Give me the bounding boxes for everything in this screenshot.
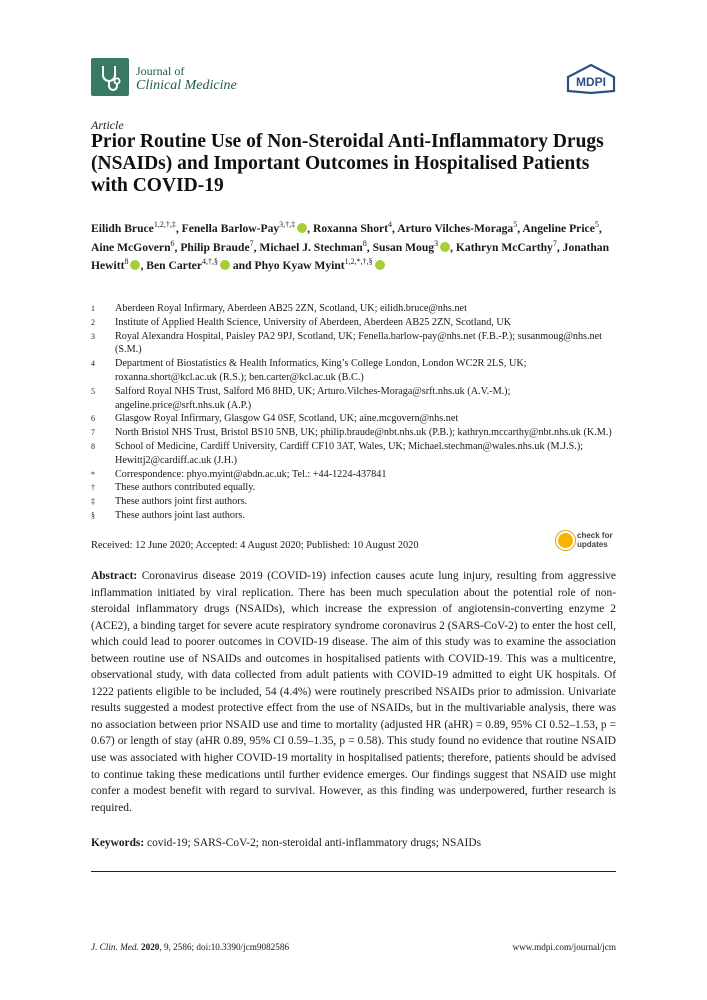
paper-title: Prior Routine Use of Non-Steroidal Anti-Inflammatory Drugs (NSAIDs) and Important Outcomes in Hospitalised Patients with COVID-19 — [91, 131, 604, 196]
orcid-icon[interactable] — [220, 260, 230, 270]
affiliation-number: 8 — [91, 441, 95, 451]
keywords — [91, 837, 616, 849]
affiliation-number: 2 — [91, 317, 95, 327]
publication-dates: Received: 12 June 2020; Accepted: 4 August 2020; Published: 10 August 2020 — [91, 540, 419, 551]
journal-name-line1: Journal of — [136, 64, 185, 78]
footer-journal-abbrev: J. Clin. Med. — [91, 942, 139, 952]
author-affiliation-marker: 6 — [170, 238, 175, 248]
affiliation-item — [91, 426, 621, 440]
affiliation-item — [91, 385, 621, 413]
affiliation-item — [91, 495, 621, 509]
author-name: Roxanna Short — [312, 222, 389, 235]
author-affiliation-marker: 3,†,‡ — [279, 220, 296, 230]
affiliation-item — [91, 468, 621, 482]
orcid-icon[interactable] — [297, 223, 307, 233]
orcid-icon[interactable] — [130, 260, 140, 270]
affiliation-item — [91, 316, 621, 330]
affiliation-number: 5 — [91, 386, 95, 396]
affiliation-text: Aberdeen Royal Infirmary, Aberdeen AB25 2ZN, Scotland, UK; eilidh.bruce@nhs.net — [115, 303, 467, 314]
section-divider — [91, 871, 616, 872]
affiliation-number: ‡ — [91, 497, 95, 507]
author-affiliation-marker: 8 — [362, 238, 367, 248]
footer-year: 2020 — [141, 942, 160, 952]
affiliation-number: 7 — [91, 428, 95, 438]
affiliation-text: Royal Alexandra Hospital, Paisley PA2 9PJ, Scotland, UK; Fenella.barlow-pay@nhs.net (F.B.-P.); susanmoug@nhs.net (S.M.) — [115, 330, 603, 356]
check-updates-icon — [556, 531, 575, 550]
affiliation-item — [91, 330, 621, 358]
author-affiliation-marker: 3 — [434, 238, 439, 248]
author-name: Ben Carter — [146, 259, 202, 273]
journal-name-line2: Clinical Medicine — [136, 78, 237, 93]
affiliation-text: Department of Biostatistics & Health Informatics, King’s College London, London WC2R 2LS, UK; roxanna.short@kcl.ac.uk (R.S.); ben.carter@kcl.ac.uk (B.C.) — [115, 358, 527, 383]
affiliation-item — [91, 412, 621, 426]
keywords-label: Keywords: — [91, 837, 145, 849]
article-type: Article — [91, 118, 124, 132]
affiliation-text: Salford Royal NHS Trust, Salford M6 8HD, UK; Arturo.Vilches-Moraga@srft.nhs.uk (A.V.-M.); angeline.price@srft.nhs.uk (A.P.) — [115, 385, 511, 411]
affiliation-text: Correspondence: phyo.myint@abdn.ac.uk; Tel.: +44-1224-437841 — [115, 468, 387, 480]
affiliation-item — [91, 440, 621, 468]
affiliation-number: † — [91, 483, 95, 493]
author-name: Phyo Kyaw Myint — [254, 259, 345, 273]
author-name: Michael J. Stechman — [259, 240, 363, 254]
author-affiliation-marker: 5 — [594, 220, 599, 230]
check-badge-line2: updates — [577, 540, 608, 549]
check-for-updates-badge[interactable] — [556, 530, 618, 552]
abstract — [91, 568, 616, 816]
check-badge-line1: check for — [577, 531, 613, 540]
affiliation-item — [91, 302, 621, 316]
affiliation-number: * — [91, 469, 95, 479]
affiliation-text: Glasgow Royal Infirmary, Glasgow G4 0SF, Scotland, UK; aine.mcgovern@nhs.net — [115, 413, 459, 425]
author-affiliation-marker: 7 — [249, 238, 254, 248]
footer-url[interactable]: www.mdpi.com/journal/jcm — [512, 942, 616, 952]
author-affiliation-marker: 4 — [388, 220, 393, 230]
keywords-text: covid-19; SARS-CoV-2; non-steroidal anti-inflammatory drugs; NSAIDs — [147, 837, 482, 849]
author-affiliation-marker: 1,2,†,‡ — [153, 220, 176, 230]
footer-doi: , 9, 2586; doi:10.3390/jcm9082586 — [159, 942, 290, 952]
abstract-text: Coronavirus disease 2019 (COVID-19) infection causes acute lung injury, resulting from aggressive inflammation initiated by viral replication. There has been much speculation about the potential role of non-steroidal inflammatory drugs (NSAIDs), which increase the expression of angiotensin-converting enzyme 2 (ACE2), a binding target for severe acute respiratory syndrome coronavirus 2 (SARS-CoV-2) to enter the host cell, which could lead to poorer outcomes in COVID-19 disease. The aim of this study was to examine the association between routine use of NSAIDs and outcomes in hospitalised patients with COVID-19. This was a multicentre, observational study, with data collected from adult patients with COVID-19 admitted to eight UK hospitals. Of 1222 patients eligible to be included, 54 (4.4%) were routinely prescribed NSAIDs prior to admission. Univariate results suggested a modest protective effect from the use of NSAIDs, but in the multivariable analysis, there was no association between prior NSAID use and time to mortality (adjusted HR (aHR) = 0.89, 95% CI 0.52–1.53, p = 0.67) or length of stay (aHR 0.89, 95% CI 0.59–1.35, p = 0.58). This study found no evidence that routine NSAID use was associated with higher COVID-19 mortality in hospitalised patients; therefore, patients should be advised to continue taking these medications until further evidence emerges. Our findings suggest that NSAID use might confer a modest benefit with regard to survival. However, as this finding was underpowered, further research is required. — [91, 570, 616, 814]
affiliation-text: These authors joint last authors. — [115, 509, 245, 521]
author-name: Aine McGovern — [91, 240, 171, 254]
orcid-icon[interactable] — [375, 260, 385, 270]
author-affiliation-marker: 1,2,*,†,§ — [344, 257, 373, 267]
affiliations-list — [91, 302, 621, 523]
affiliation-number: 3 — [91, 331, 95, 341]
author-name: Philip Braude — [180, 240, 250, 254]
affiliation-text: These authors contributed equally. — [115, 482, 256, 494]
author-affiliation-marker: 4,†,§ — [201, 257, 218, 267]
orcid-icon[interactable] — [440, 242, 450, 252]
journal-logo — [91, 58, 129, 96]
affiliation-number: § — [91, 510, 95, 520]
affiliation-number: 1 — [91, 304, 95, 313]
affiliation-number: 6 — [91, 414, 95, 424]
author-name: Jonathan Hewitt — [91, 240, 610, 273]
affiliation-item — [91, 357, 621, 385]
author-affiliation-marker: 7 — [552, 238, 557, 248]
author-name: Angeline Price — [522, 222, 595, 235]
author-name: Fenella Barlow-Pay — [181, 222, 280, 235]
affiliation-text: Institute of Applied Health Science, University of Aberdeen, Aberdeen AB25 2ZN, Scotland, UK — [115, 316, 512, 328]
abstract-label: Abstract: — [91, 570, 138, 582]
mdpi-logo-text: MDPI — [576, 75, 606, 89]
affiliation-text: School of Medicine, Cardiff University, Cardiff CF10 3AT, Wales, UK; Michael.stechman@wales.nhs.uk (M.J.S.); Hewittj2@cardiff.ac.uk (J.H.) — [115, 440, 584, 466]
affiliation-text: These authors joint first authors. — [115, 496, 248, 508]
author-affiliation-marker: 5 — [513, 220, 518, 230]
affiliation-number: 4 — [91, 359, 95, 369]
author-conjunction: and — [229, 259, 255, 273]
footer-citation — [91, 942, 289, 952]
author-name: Susan Moug — [372, 240, 435, 254]
author-list: Eilidh Bruce$^{1,2,\dagger,\ddagger}$, Fenella Barlow-Pay$^{3,\dagger,\ddagger}$ , Roxanna Short$^4$, Arturo Vilches-Moraga$^5$, Angeline Price$^5$, Aine McGovern$^6$, Philip Braude$^7$, Michael J. Stechman$^8$, Susan Moug$^3$ , Kathryn McCarthy$^7$, Jonathan Hewitt$^8$ , Ben Carter$^{4,\dagger,\S}$ and Phyo Kyaw Myint$^{1,2,*,\dagger,\S}$ — [91, 220, 610, 273]
affiliation-text: North Bristol NHS Trust, Bristol BS10 5NB, UK; philip.braude@nbt.nhs.uk (P.B.); kathryn.mccarthy@nbt.nhs.uk (K.M.) — [115, 427, 612, 439]
author-affiliation-marker: 8 — [124, 257, 129, 267]
affiliation-item — [91, 509, 621, 523]
journal-name — [136, 64, 237, 94]
author-name: Kathryn McCarthy — [455, 240, 553, 254]
stethoscope-icon — [91, 58, 129, 96]
author-name: Eilidh Bruce — [91, 222, 154, 235]
affiliation-item — [91, 481, 621, 495]
mdpi-logo — [566, 64, 616, 94]
author-name: Arturo Vilches-Moraga — [397, 222, 514, 235]
